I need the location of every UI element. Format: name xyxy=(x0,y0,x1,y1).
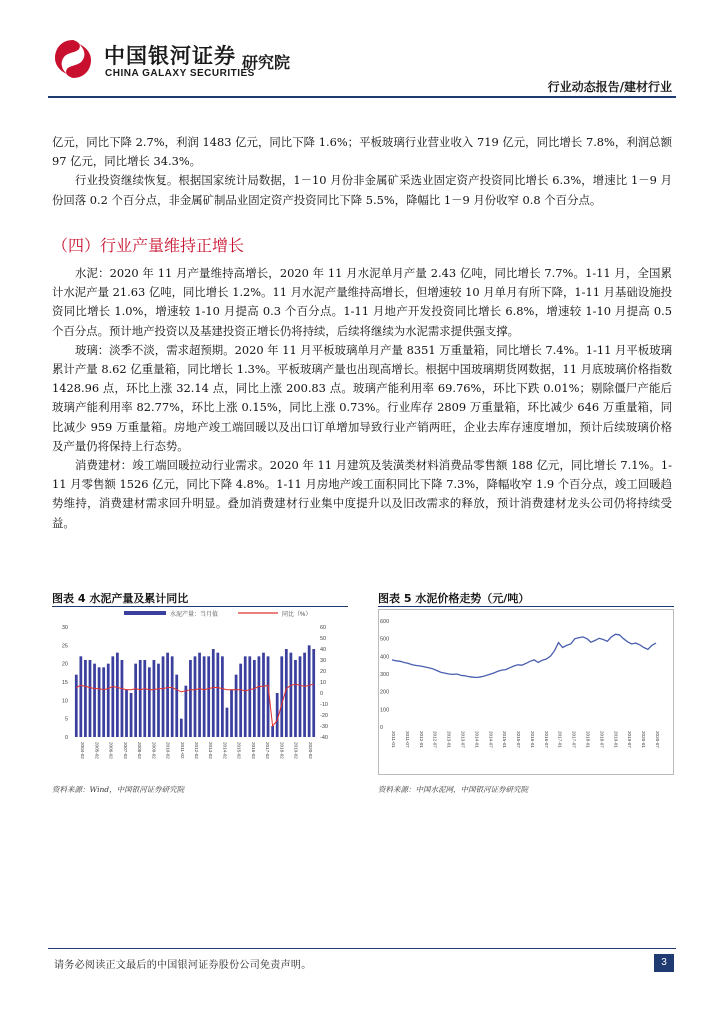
left-tick-label: 30 xyxy=(61,625,68,631)
bar xyxy=(189,660,192,737)
bar xyxy=(162,656,165,737)
right-tick-label: -10 xyxy=(320,702,328,708)
bar xyxy=(148,667,151,737)
y-tick-label: 600 xyxy=(380,619,390,625)
y-tick-label: 300 xyxy=(380,672,390,678)
x-tick-label: 2006-02 xyxy=(108,742,114,759)
y-tick-label: 200 xyxy=(380,689,390,696)
bar xyxy=(303,653,306,737)
bar xyxy=(171,656,174,737)
x-tick-label: 2020-02 xyxy=(307,742,313,759)
price-line xyxy=(392,634,656,677)
bar xyxy=(153,660,156,737)
bar xyxy=(184,686,187,737)
x-tick-label: 2008-02 xyxy=(137,742,143,759)
x-tick-label: 2015-07 xyxy=(516,731,522,748)
bar xyxy=(121,660,124,737)
paragraph: 玻璃：淡季不淡，需求超预期。2020 年 11 月平板玻璃单月产量 8351 万重量箱，同比增长 7.4%。1-11 月平板玻璃累计产量 8.62 亿重量箱，同比增长 1.3%。平板玻璃产量也出现高增长。根据中国玻璃期货网数据，11 月底玻璃价格指数 1428.96 点，环比上涨 32.14 点，同比上涨 200.83 点。玻璃产能利用率 69.76%，环比下跌 0.01%；剔除僵尸产能后玻璃产能利用率 82.77%，环比上涨 0.15%，同比上涨 0.73%。行业库存 2809 万重量箱，环比减少 646 万重量箱，同比减少 959 万重量箱。房地产竣工端回暖以及出口订单增加导致行业产销两旺，企业去库存速度增加，预计后续玻璃价格及产量仍将保持上行态势。 xyxy=(52,342,672,453)
x-tick-label: 2012-07 xyxy=(432,731,438,748)
bar xyxy=(294,660,297,737)
brand-name-cn: 中国银河证券 xyxy=(104,44,236,68)
chart-frame xyxy=(379,610,674,775)
right-tick-label: 60 xyxy=(320,625,327,631)
right-tick-label: -30 xyxy=(320,724,328,730)
paragraph: 行业投资继续恢复。根据国家统计局数据，1－10 月份非金属矿采选业固定资产投资同比增长 6.3%，增速比 1－9 月份回落 0.2 个百分点，非金属矿制品业固定资产投资同比下降 5.5%，降幅比 1－9 月份收窄 0.8 个百分点。 xyxy=(52,173,672,207)
x-tick-label: 2018-01 xyxy=(585,731,591,748)
figure5-rule xyxy=(378,606,674,607)
footer-disclaimer: 请务必阅读正文最后的中国银河证券股份公司免责声明。 xyxy=(54,960,312,971)
bar xyxy=(134,664,137,737)
footer-rule xyxy=(48,948,676,949)
right-tick-label: 0 xyxy=(320,691,324,697)
right-tick-label: -20 xyxy=(320,713,328,719)
x-tick-label: 2012-02 xyxy=(194,742,199,759)
x-tick-label: 2011-02 xyxy=(179,742,185,759)
bar xyxy=(130,693,133,737)
left-tick-label: 10 xyxy=(61,698,68,705)
right-tick-label: 10 xyxy=(320,680,327,686)
bar xyxy=(75,675,78,737)
bar xyxy=(198,653,201,737)
bar xyxy=(226,708,229,737)
figure5-title: 图表 5 水泥价格走势（元/吨） xyxy=(378,592,530,605)
x-tick-label: 2020-01 xyxy=(641,731,647,748)
paragraph: 亿元，同比下降 2.7%，利润 1483 亿元，同比下降 1.6%；平板玻璃行业营业收入 719 亿元，同比增长 7.8%，利润总额 97 亿元，同比增长 34.3%。 xyxy=(52,135,672,169)
x-tick-label: 2011-07 xyxy=(404,731,410,748)
bar xyxy=(203,656,206,737)
x-tick-label: 2013-07 xyxy=(460,731,466,748)
bar xyxy=(221,656,224,737)
bar xyxy=(143,660,146,737)
bar xyxy=(93,664,96,737)
institute-label: 研究院 xyxy=(242,53,291,72)
bar xyxy=(79,656,82,737)
x-tick-label: 2005-02 xyxy=(94,742,100,759)
left-tick-label: 25 xyxy=(61,643,68,650)
bar xyxy=(244,656,247,737)
bar xyxy=(271,726,274,737)
bar xyxy=(157,664,160,737)
bar xyxy=(312,649,315,737)
figure5-source: 资料来源：中国水泥网，中国银河证券研究院 xyxy=(378,785,528,794)
bar xyxy=(262,653,265,737)
legend-bar-swatch xyxy=(124,611,166,615)
paragraph: 水泥：2020 年 11 月产量维持高增长，2020 年 11 月水泥单月产量 2.43 亿吨，同比增长 7.7%。1-11 月，全国累计水泥产量 21.63 亿吨，同比增长 1.2%。11 月水泥产量维持高增长，但增速较 10 月单月有所下降，1-11 月基础设施投资同比增长 1.0%，增速较 1-10 月提高 0.3 个百分点。1-11 月地产开发投资同比增长 6.8%，增速较 1-10 月提高 0.5 个百分点。预计地产投资以及基建投资正增长仍将持续，后续将继续为水泥需求提供强支撑。 xyxy=(52,266,672,338)
brand-name-en: CHINA GALAXY SECURITIES xyxy=(105,68,255,79)
bar xyxy=(194,656,197,737)
y-tick-label: 0 xyxy=(380,725,384,731)
figure5-chart xyxy=(378,609,674,775)
bar xyxy=(253,660,256,737)
paragraph: 消费建材：竣工端回暖拉动行业需求。2020 年 11 月建筑及装潢类材料消费品零售额 188 亿元，同比增长 7.1%。1-11 月零售额 1526 亿元，同比下降 4.8%。1-11 月房地产竣工面积同比下降 7.3%，降幅收窄 1.9 个百分点，竣工回暖趋势维持，消费建材需求回升明显。叠加消费建材行业集中度提升以及旧改需求的释放，预计消费建材龙头公司仍将持续受益。 xyxy=(52,458,672,530)
x-tick-label: 2007-02 xyxy=(122,742,128,759)
x-tick-label: 2016-07 xyxy=(543,731,549,748)
bar xyxy=(216,653,219,737)
page-number: 3 xyxy=(654,954,674,972)
bar xyxy=(84,660,87,737)
x-tick-label: 2014-07 xyxy=(488,731,494,748)
x-tick-label: 2015-02 xyxy=(236,742,242,759)
x-tick-label: 2012-01 xyxy=(418,731,424,748)
bar xyxy=(166,653,169,737)
intro-text xyxy=(52,133,672,210)
figure4-title: 图表 4 水泥产量及累计同比 xyxy=(52,592,189,605)
x-tick-label: 2018-02 xyxy=(279,742,285,759)
bar xyxy=(299,656,302,737)
header-rule xyxy=(48,96,676,98)
bar xyxy=(230,689,233,737)
x-tick-label: 2020-07 xyxy=(655,731,660,748)
galaxy-logo-icon xyxy=(52,38,94,80)
bar xyxy=(235,675,238,737)
bar xyxy=(180,719,183,737)
bar xyxy=(98,667,101,737)
x-tick-label: 2015-01 xyxy=(502,731,508,748)
legend-label: 同比（%） xyxy=(282,612,312,618)
x-tick-label: 2004-02 xyxy=(80,742,86,759)
x-tick-label: 2009-02 xyxy=(151,742,157,759)
right-tick-label: 30 xyxy=(320,658,327,664)
bar xyxy=(280,656,283,737)
bar xyxy=(276,693,279,737)
bar xyxy=(111,656,114,737)
legend-label: 水泥产量：当月值 xyxy=(170,612,219,618)
y-tick-label: 500 xyxy=(380,636,390,643)
x-tick-label: 2014-02 xyxy=(222,742,228,759)
x-tick-label: 2016-02 xyxy=(250,742,256,759)
left-tick-label: 20 xyxy=(61,661,68,668)
bar xyxy=(308,645,311,737)
figure4-source: 资料来源：Wind，中国银河证券研究院 xyxy=(52,785,185,794)
figure4-chart xyxy=(52,609,348,775)
main-text xyxy=(52,264,672,533)
x-tick-label: 2011-01 xyxy=(391,731,396,748)
x-tick-label: 2017-02 xyxy=(265,742,271,759)
right-tick-label: -40 xyxy=(320,735,328,741)
x-tick-label: 2016-01 xyxy=(529,731,535,748)
bar xyxy=(89,660,92,737)
y-tick-label: 400 xyxy=(380,654,390,661)
x-tick-label: 2017-07 xyxy=(571,731,577,748)
bar xyxy=(239,664,242,737)
x-tick-label: 2013-01 xyxy=(446,731,452,748)
bar xyxy=(102,667,105,737)
right-tick-label: 40 xyxy=(320,647,327,653)
bar xyxy=(175,675,178,737)
bar xyxy=(139,660,142,737)
right-tick-label: 50 xyxy=(320,636,327,642)
x-tick-label: 2010-02 xyxy=(165,742,171,759)
y-tick-label: 100 xyxy=(380,707,390,714)
bar xyxy=(116,653,119,737)
report-type: 行业动态报告/建材行业 xyxy=(547,80,672,94)
left-tick-label: 15 xyxy=(61,680,68,686)
bar xyxy=(212,649,215,737)
section-heading: （四）行业产量维持正增长 xyxy=(52,236,245,255)
x-tick-label: 2018-07 xyxy=(599,731,605,748)
x-tick-label: 2014-01 xyxy=(474,731,480,748)
left-tick-label: 0 xyxy=(64,735,68,741)
bar xyxy=(290,653,293,737)
left-tick-label: 5 xyxy=(64,716,68,723)
x-tick-label: 2019-02 xyxy=(293,742,299,759)
bar xyxy=(207,656,210,737)
figure4-rule xyxy=(52,606,348,607)
x-tick-label: 2013-02 xyxy=(208,742,214,759)
right-tick-label: 20 xyxy=(320,669,327,675)
x-tick-label: 2019-01 xyxy=(613,731,619,748)
bar xyxy=(248,656,251,737)
x-tick-label: 2017-01 xyxy=(557,731,563,748)
bar xyxy=(125,689,128,737)
bar xyxy=(258,656,261,737)
x-tick-label: 2019-07 xyxy=(627,731,633,748)
bar xyxy=(107,664,110,737)
